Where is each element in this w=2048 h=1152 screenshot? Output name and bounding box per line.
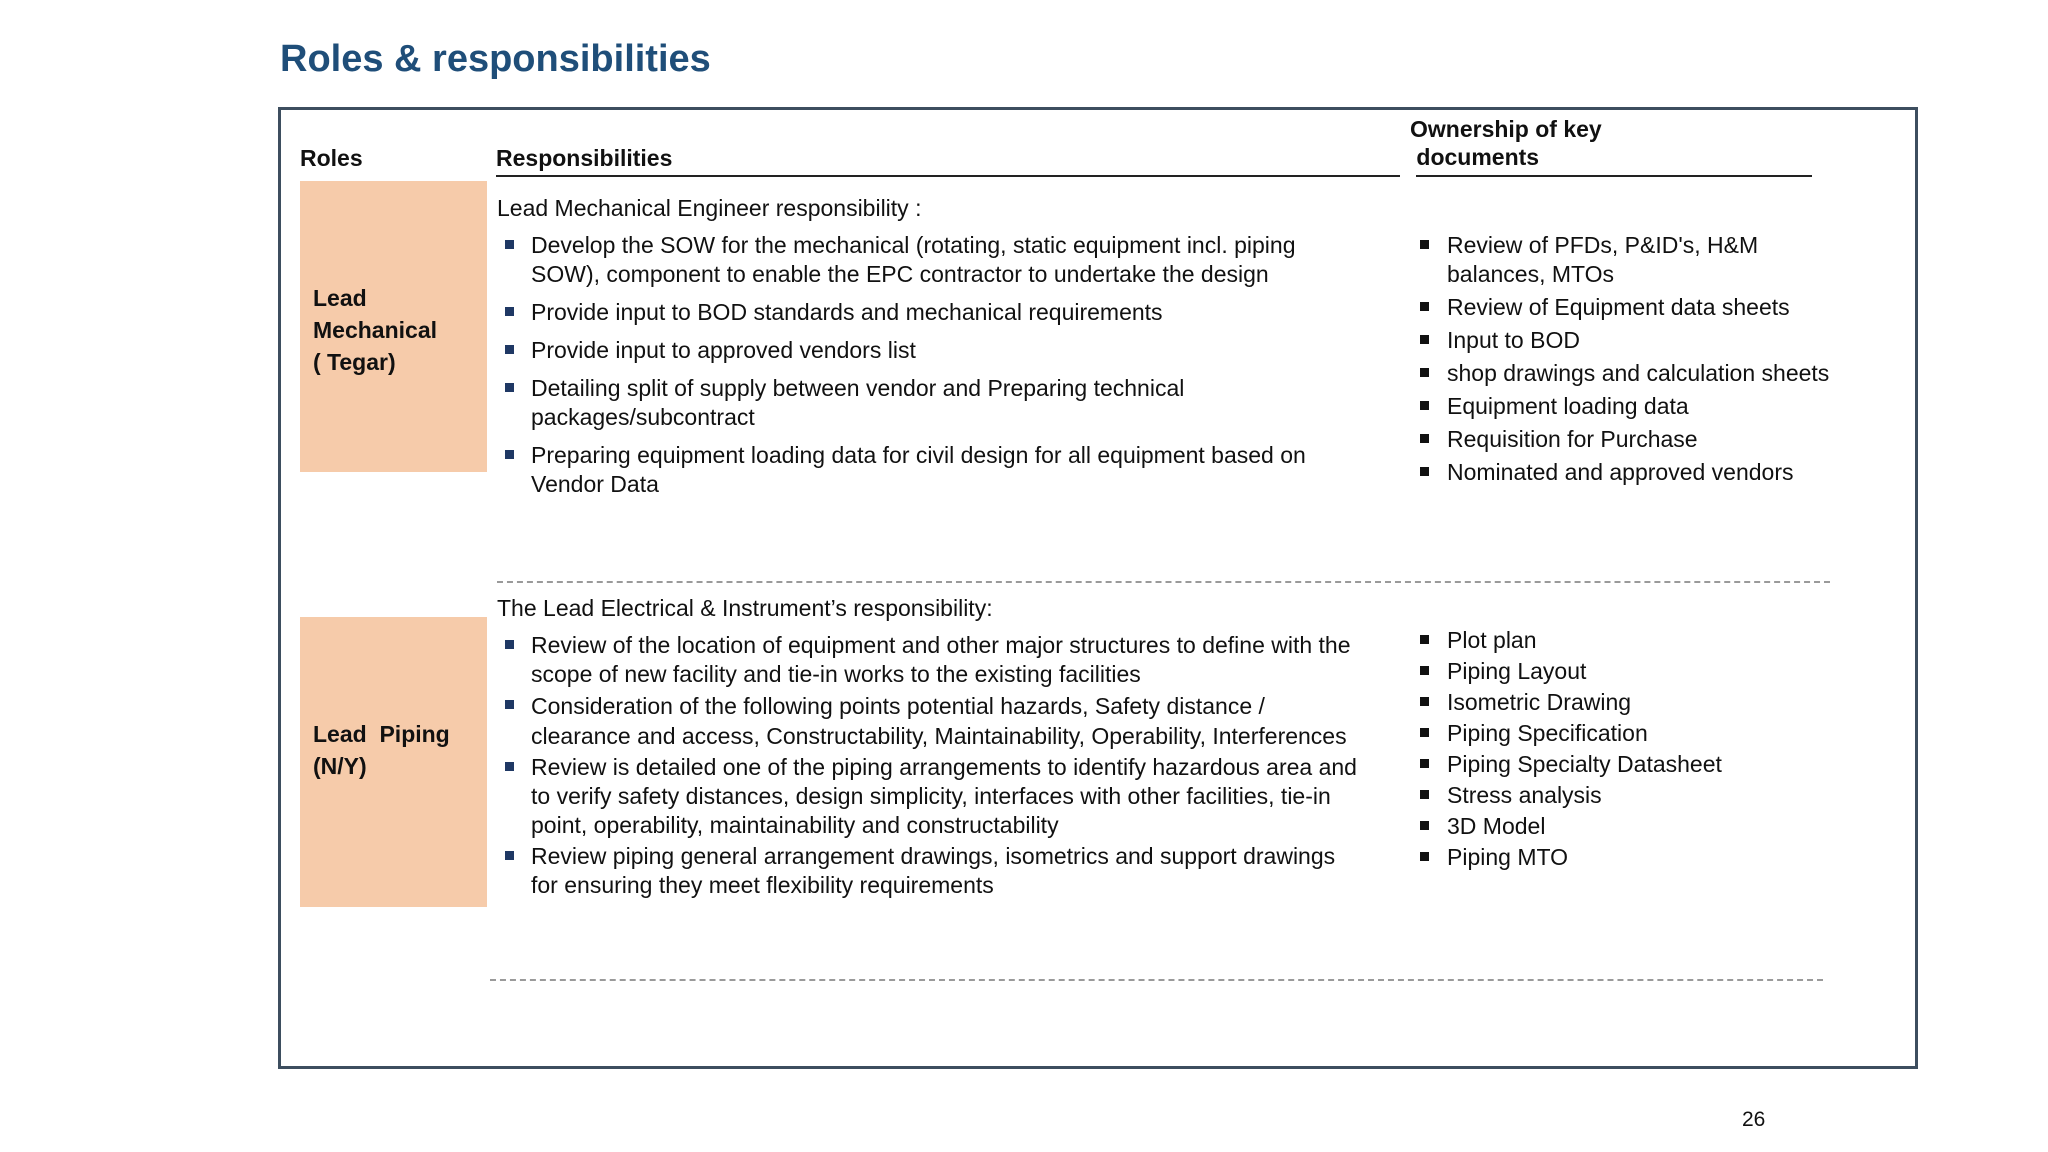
list-item (1413, 750, 1843, 779)
bullet-square-icon (505, 640, 514, 649)
bullet-square-icon (1420, 790, 1429, 799)
bullet-square-icon (505, 700, 514, 709)
list-item (497, 842, 1357, 900)
bullet-square-icon (505, 383, 514, 392)
page-number: 26 (1742, 1108, 1766, 1131)
document-text: Piping Specification (1447, 720, 1648, 746)
responsibility-text: Provide input to approved vendors list (531, 337, 916, 363)
role-label-line: (N/Y) (313, 753, 367, 779)
role-label-line: Lead (313, 285, 367, 311)
document-text: Input to BOD (1447, 327, 1580, 353)
ownership-header-line2: documents (1410, 144, 1540, 170)
document-text: Nominated and approved vendors (1447, 459, 1794, 485)
responsibility-text: Provide input to BOD standards and mechanical requirements (531, 299, 1163, 325)
role-label-lead-piping (313, 718, 483, 782)
bullet-square-icon (1420, 728, 1429, 737)
list-item (497, 753, 1357, 840)
role-label-line: Mechanical (313, 317, 437, 343)
bullet-square-icon (505, 851, 514, 860)
role-label-line: ( Tegar) (313, 349, 396, 375)
row-divider (497, 581, 1830, 583)
document-list-mechanical (1413, 231, 1843, 491)
list-item (1413, 843, 1843, 872)
bullet-square-icon (1420, 434, 1429, 443)
role-label-lead-mechanical (313, 282, 483, 378)
bullet-square-icon (505, 307, 514, 316)
document-text: Piping Specialty Datasheet (1447, 751, 1722, 777)
responsibility-intro-piping: The Lead Electrical & Instrument’s responsibility: (497, 595, 993, 621)
responsibilities-header-underline (496, 175, 1400, 177)
bullet-square-icon (1420, 240, 1429, 249)
bullet-square-icon (1420, 759, 1429, 768)
document-text: Review of PFDs, P&ID's, H&M balances, MTOs (1447, 232, 1759, 287)
bullet-square-icon (1420, 635, 1429, 644)
list-item (1413, 657, 1843, 686)
list-item (1413, 293, 1843, 322)
document-text: shop drawings and calculation sheets (1447, 360, 1830, 386)
bullet-square-icon (1420, 666, 1429, 675)
list-item (497, 374, 1357, 432)
document-text: Equipment loading data (1447, 393, 1689, 419)
document-text: Isometric Drawing (1447, 689, 1632, 715)
ownership-header-underline (1416, 175, 1812, 177)
bullet-square-icon (1420, 302, 1429, 311)
list-item (1413, 781, 1843, 810)
list-item (1413, 812, 1843, 841)
bullet-square-icon (1420, 697, 1429, 706)
document-text: Piping Layout (1447, 658, 1587, 684)
document-text: Piping MTO (1447, 844, 1569, 870)
list-item (1413, 425, 1843, 454)
bullet-square-icon (505, 762, 514, 771)
responsibility-list-piping (497, 631, 1357, 902)
list-item (1413, 626, 1843, 655)
list-item (497, 691, 1357, 751)
document-text: Plot plan (1447, 627, 1537, 653)
responsibility-text: Review is detailed one of the piping arrangements to identify hazardous area and to verify safety distances, design simplicity, interfaces with other facilities, tie-in point, operability, maintainability and constructability (531, 754, 1357, 838)
ownership-header-line1: Ownership of key (1410, 116, 1602, 142)
responsibility-text: Review piping general arrangement drawings, isometrics and support drawings for ensuring they meet flexibility requirements (531, 843, 1336, 898)
responsibility-list-mechanical (497, 231, 1357, 508)
document-text: 3D Model (1447, 813, 1546, 839)
bullet-square-icon (505, 450, 514, 459)
page-title: Roles & responsibilities (280, 38, 711, 80)
bullet-square-icon (1420, 401, 1429, 410)
bullet-square-icon (1420, 467, 1429, 476)
list-item (497, 298, 1357, 327)
list-item (497, 631, 1357, 689)
responsibility-text: Detailing split of supply between vendor and Preparing technical packages/subcontract (531, 375, 1185, 430)
row-divider (490, 979, 1823, 981)
list-item (1413, 392, 1843, 421)
responsibilities-column-header: Responsibilities (496, 145, 673, 171)
document-text: Stress analysis (1447, 782, 1602, 808)
responsibility-text: Review of the location of equipment and other major structures to define with the scope of new facility and tie-in works to the existing facilities (531, 632, 1351, 687)
bullet-square-icon (505, 345, 514, 354)
bullet-square-icon (1420, 335, 1429, 344)
list-item (1413, 458, 1843, 487)
responsibility-text: Consideration of the following points potential hazards, Safety distance / clearance and access, Constructability, Maintainability, Operability, Interferences (531, 693, 1347, 749)
responsibility-intro-mechanical: Lead Mechanical Engineer responsibility : (497, 195, 922, 221)
bullet-square-icon (505, 240, 514, 249)
responsibility-text: Develop the SOW for the mechanical (rotating, static equipment incl. piping SOW), component to enable the EPC contractor to undertake the design (531, 232, 1296, 287)
list-item (1413, 719, 1843, 748)
list-item (497, 336, 1357, 365)
list-item (497, 441, 1357, 499)
document-list-piping (1413, 626, 1843, 874)
bullet-square-icon (1420, 852, 1429, 861)
roles-column-header: Roles (300, 145, 363, 171)
ownership-column-header (1410, 115, 1602, 171)
list-item (1413, 359, 1843, 388)
list-item (1413, 326, 1843, 355)
list-item (1413, 231, 1843, 289)
list-item (497, 231, 1357, 289)
bullet-square-icon (1420, 368, 1429, 377)
document-text: Review of Equipment data sheets (1447, 294, 1790, 320)
list-item (1413, 688, 1843, 717)
bullet-square-icon (1420, 821, 1429, 830)
responsibility-text: Preparing equipment loading data for civil design for all equipment based on Vendor Data (531, 442, 1306, 497)
document-text: Requisition for Purchase (1447, 426, 1698, 452)
role-label-line: Lead Piping (313, 721, 450, 747)
